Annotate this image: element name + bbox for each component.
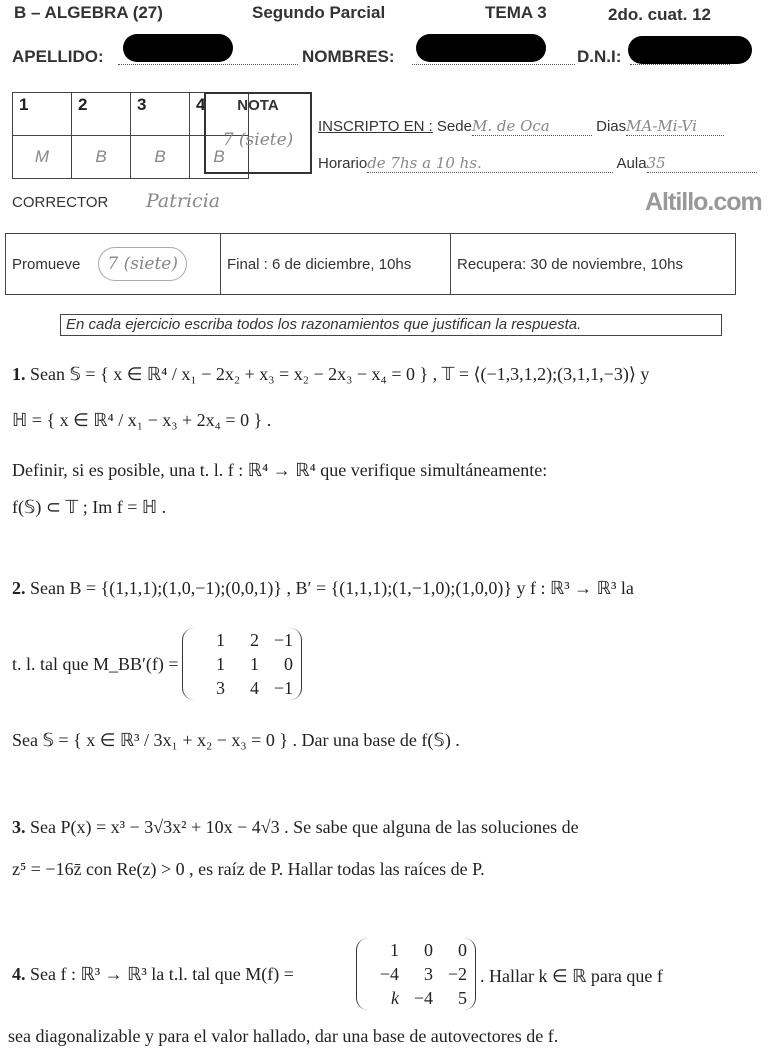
matrix-cell: k bbox=[391, 988, 399, 1008]
instruction: En cada ejercicio escriba todos los razonamientos que justifican la respuesta. bbox=[60, 314, 722, 336]
q1-number: 1. bbox=[12, 364, 26, 384]
q4-number: 4. bbox=[12, 964, 26, 984]
matrix-cell: 1 bbox=[390, 940, 399, 960]
inscripto-label: INSCRIPTO EN : bbox=[318, 118, 433, 135]
q4-text-1b: . Hallar k ∈ ℝ para que f bbox=[480, 966, 663, 986]
tema: TEMA 3 bbox=[485, 3, 547, 22]
redaction-nombres bbox=[416, 34, 546, 62]
dias-label: Dias bbox=[596, 118, 627, 135]
matrix-cell: −1 bbox=[273, 630, 293, 650]
matrix-cell: 5 bbox=[458, 988, 467, 1008]
nota-value: 7 (siete) bbox=[222, 130, 294, 150]
grade-value-1: M bbox=[13, 136, 72, 179]
q2-line1 bbox=[12, 578, 634, 599]
status-table bbox=[5, 233, 736, 295]
q4-text-1a: Sea f : ℝ³ → ℝ³ la t.l. tal que M(f) = bbox=[30, 964, 294, 984]
nota-label: NOTA bbox=[237, 97, 279, 114]
q2-text-3: Sea 𝕊 = { x ∈ ℝ³ / 3x₁ + x₂ − x₃ = 0 } . Dar una base de f(𝕊) . bbox=[12, 730, 460, 750]
promueve-label: Promueve bbox=[12, 255, 81, 273]
q4-text-2: sea diagonalizable y para el valor hallado, dar una base de autovectores de f. bbox=[8, 1026, 559, 1046]
recupera-cell: Recupera: 30 de noviembre, 10hs bbox=[457, 255, 683, 273]
grade-value-4: B bbox=[190, 136, 249, 179]
horario-value: de 7hs a 10 hs. bbox=[367, 154, 613, 173]
dni-line bbox=[630, 64, 730, 65]
matrix-cell: −4 bbox=[379, 964, 399, 984]
promueve-cell bbox=[6, 234, 221, 294]
matrix-cell: −4 bbox=[413, 988, 433, 1008]
redaction-dni bbox=[628, 36, 752, 64]
grade-value-2: B bbox=[72, 136, 131, 179]
q3-line1 bbox=[12, 817, 579, 838]
matrix-cell: −2 bbox=[447, 964, 467, 984]
matrix-cell: 0 bbox=[424, 940, 433, 960]
grade-value-3: B bbox=[131, 136, 190, 179]
matrix-cell: 2 bbox=[250, 630, 259, 650]
q3-number: 3. bbox=[12, 817, 26, 837]
sede-label: Sede bbox=[436, 118, 472, 135]
matrix-cell: 4 bbox=[250, 678, 259, 698]
matrix-cell: 0 bbox=[458, 940, 467, 960]
q2-matrix bbox=[182, 628, 302, 700]
grade-header-2: 2 bbox=[72, 93, 131, 136]
q2-number: 2. bbox=[12, 578, 26, 598]
course-title: B – ALGEBRA (27) bbox=[14, 3, 163, 22]
period: 2do. cuat. 12 bbox=[608, 5, 711, 24]
apellido-label: APELLIDO: bbox=[12, 47, 104, 66]
redaction-apellido bbox=[123, 34, 233, 62]
q3-text-2: z⁵ = −16z̄ con Re(z) > 0 , es raíz de P. Hallar todas las raíces de P. bbox=[12, 859, 485, 879]
corrector-value: Patricia bbox=[146, 190, 221, 212]
promueve-value: 7 (siete) bbox=[98, 247, 187, 281]
exam-title: Segundo Parcial bbox=[252, 3, 386, 22]
dni-label: D.N.I: bbox=[577, 47, 622, 66]
q1-text-3: Definir, si es posible, una t. l. f : ℝ⁴ → ℝ⁴ que verifique simultáneamente: bbox=[12, 460, 548, 480]
dias-value: MA-Mi-Vi bbox=[626, 117, 724, 136]
q4-matrix bbox=[356, 938, 476, 1010]
grade-header-3: 3 bbox=[131, 93, 190, 136]
q1-text-4: f(𝕊) ⊂ 𝕋 ; Im f = ℍ . bbox=[12, 497, 167, 517]
aula-value: 35 bbox=[647, 154, 757, 173]
q1-text-2: ℍ = { x ∈ ℝ⁴ / x₁ − x₃ + 2x₄ = 0 } . bbox=[12, 410, 272, 430]
matrix-cell: 0 bbox=[284, 654, 293, 674]
matrix-cell: 1 bbox=[250, 654, 259, 674]
q1-text-1: Sean 𝕊 = { x ∈ ℝ⁴ / x₁ − 2x₂ + x₃ = x₂ − 2x₃ − x₄ = 0 } , 𝕋 = ⟨(−1,3,1,2);(3,1,1,−3)⟩ y bbox=[30, 364, 650, 384]
watermark: Altillo.com bbox=[645, 188, 762, 216]
nombres-label: NOMBRES: bbox=[302, 47, 395, 66]
matrix-cell: 1 bbox=[216, 630, 225, 650]
final-cell: Final : 6 de diciembre, 10hs bbox=[221, 234, 451, 294]
q2-text-2: t. l. tal que M_BB′(f) = bbox=[12, 654, 179, 674]
aula-label: Aula bbox=[616, 155, 647, 172]
q3-text-1: Sea P(x) = x³ − 3√3x² + 10x − 4√3 . Se sabe que alguna de las soluciones de bbox=[30, 817, 579, 837]
nombres-line bbox=[412, 64, 575, 65]
horario-label: Horario bbox=[318, 155, 368, 172]
grade-header-1: 1 bbox=[13, 93, 72, 136]
q1-line1 bbox=[12, 364, 649, 385]
matrix-cell: 3 bbox=[216, 678, 225, 698]
matrix-cell: 3 bbox=[424, 964, 433, 984]
corrector-label: CORRECTOR bbox=[12, 194, 109, 211]
apellido-line bbox=[118, 64, 298, 65]
sede-value: M. de Oca bbox=[472, 117, 592, 136]
q2-text-1: Sean B = {(1,1,1);(1,0,−1);(0,0,1)} , B′ = {(1,1,1);(1,−1,0);(1,0,0)} y f : ℝ³ → ℝ³ la bbox=[30, 578, 634, 598]
grade-header-4: 4 bbox=[190, 93, 249, 136]
q4-line1 bbox=[12, 964, 294, 985]
nota-box bbox=[204, 92, 312, 174]
matrix-cell: 1 bbox=[216, 654, 225, 674]
matrix-cell: −1 bbox=[273, 678, 293, 698]
